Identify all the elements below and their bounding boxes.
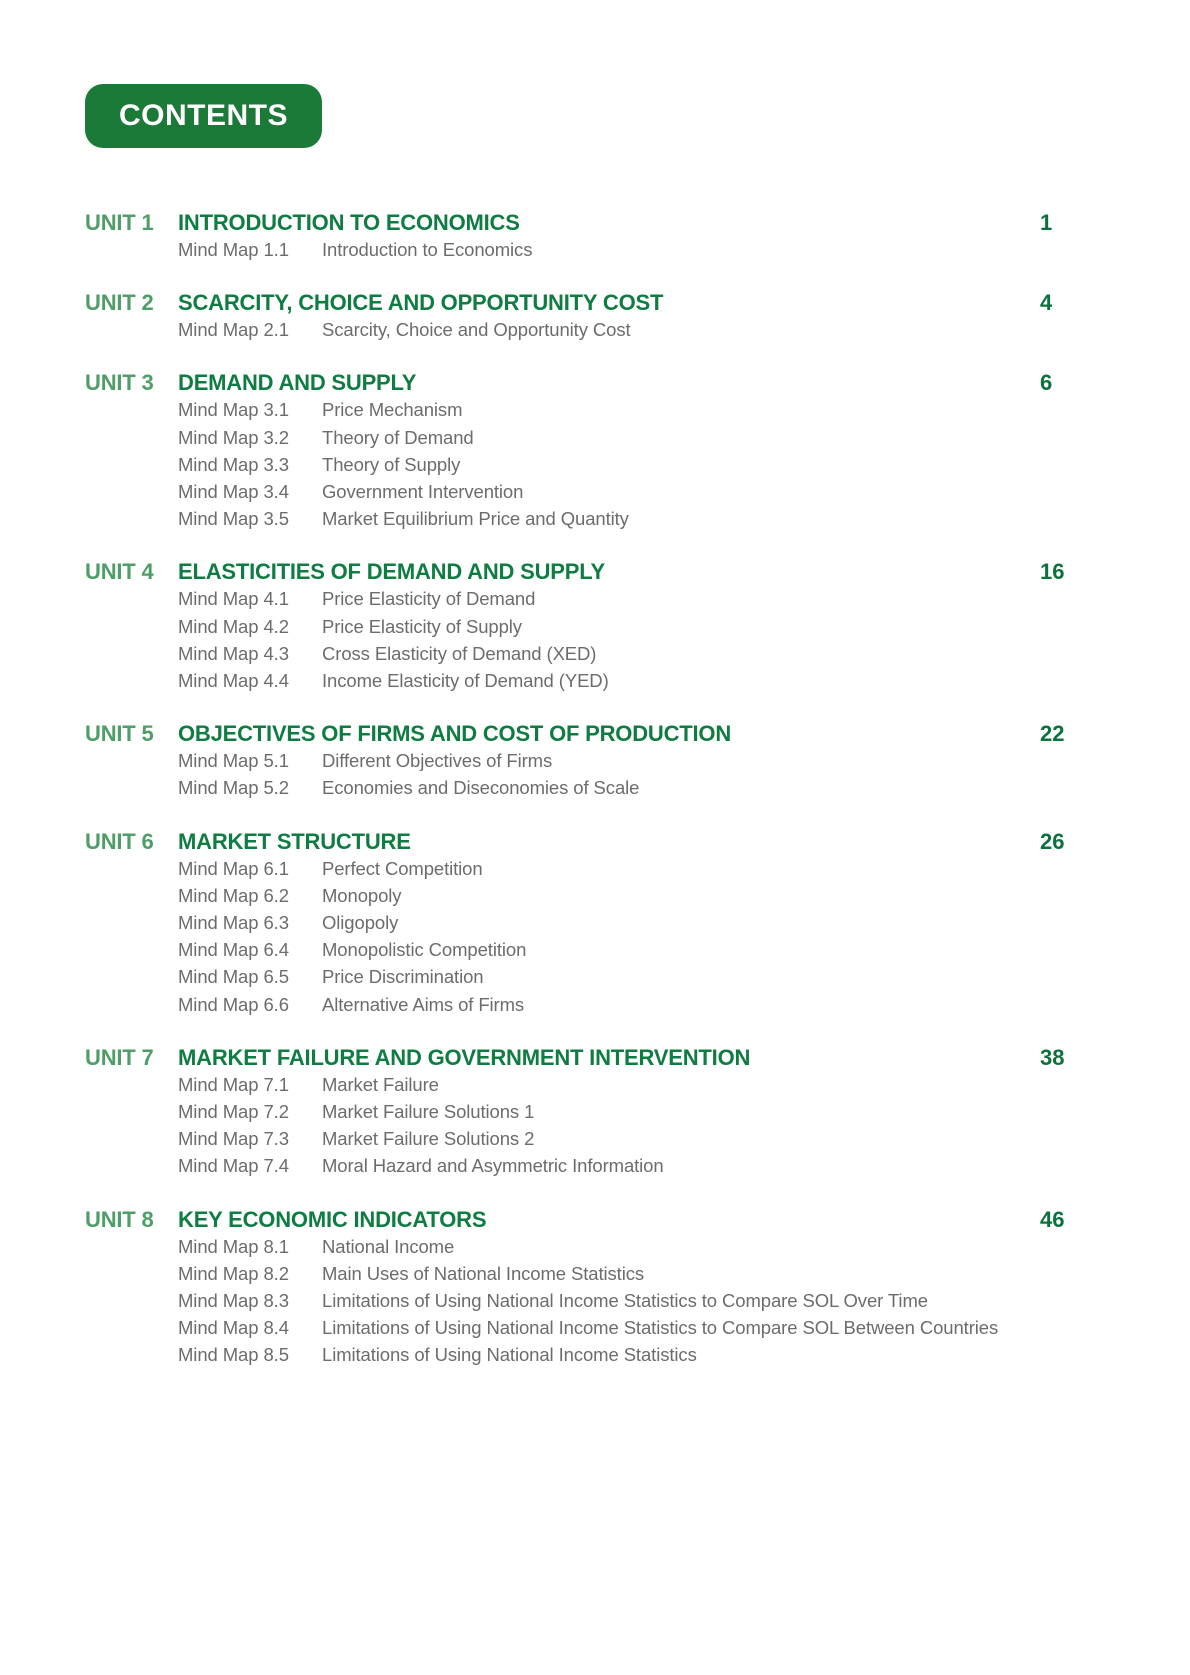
mindmap-number: Mind Map 5.2 <box>178 777 289 799</box>
indent-spacer <box>85 1125 178 1152</box>
mindmap-title: Income Elasticity of Demand (YED) <box>322 670 609 692</box>
mindmap-title: Economies and Diseconomies of Scale <box>322 777 640 799</box>
mindmap-number: Mind Map 6.2 <box>178 884 289 906</box>
mindmap-title: Market Equilibrium Price and Quantity <box>322 508 629 530</box>
mindmap-row <box>85 991 1105 1018</box>
mindmap-title: Price Mechanism <box>322 399 463 421</box>
mindmap-title: Oligopoly <box>322 912 399 934</box>
indent-spacer <box>85 424 178 451</box>
indent-spacer <box>85 1233 178 1260</box>
indent-spacer <box>85 1314 178 1341</box>
mindmap-title: Price Elasticity of Demand <box>322 588 536 610</box>
mindmap-row <box>85 478 1105 505</box>
indent-spacer <box>85 936 178 963</box>
mindmap-number: Mind Map 8.5 <box>178 1344 289 1366</box>
unit-page-number: 38 <box>1040 1044 1065 1070</box>
unit-page-number: 22 <box>1040 721 1065 747</box>
mindmap-number: Mind Map 6.4 <box>178 939 289 961</box>
indent-spacer <box>85 1287 178 1314</box>
unit-label: UNIT 4 <box>85 559 154 585</box>
indent-spacer <box>85 585 178 612</box>
unit-label: UNIT 3 <box>85 370 154 396</box>
mindmap-title: Main Uses of National Income Statistics <box>322 1262 645 1284</box>
indent-spacer <box>85 1098 178 1125</box>
indent-spacer <box>85 316 178 343</box>
unit-items <box>85 316 1105 343</box>
mindmap-number: Mind Map 4.3 <box>178 642 289 664</box>
mindmap-number: Mind Map 7.3 <box>178 1128 289 1150</box>
mindmap-row <box>85 963 1105 990</box>
unit-block <box>85 720 1105 801</box>
indent-spacer <box>85 667 178 694</box>
indent-spacer <box>85 640 178 667</box>
mindmap-number: Mind Map 3.1 <box>178 399 289 421</box>
mindmap-title: Monopolistic Competition <box>322 939 527 961</box>
mindmap-title: Government Intervention <box>322 481 524 503</box>
mindmap-row <box>85 424 1105 451</box>
indent-spacer <box>85 882 178 909</box>
unit-heading-row <box>85 1206 1105 1233</box>
unit-label: UNIT 7 <box>85 1044 154 1070</box>
mindmap-row <box>85 451 1105 478</box>
unit-label: UNIT 5 <box>85 721 154 747</box>
mindmap-row <box>85 1152 1105 1179</box>
unit-title: SCARCITY, CHOICE AND OPPORTUNITY COST <box>178 290 664 316</box>
mindmap-row <box>85 1341 1105 1368</box>
mindmap-title: Monopoly <box>322 884 402 906</box>
toc-list <box>85 209 1105 1369</box>
mindmap-number: Mind Map 3.4 <box>178 481 289 503</box>
unit-block <box>85 1206 1105 1369</box>
unit-block <box>85 209 1105 263</box>
mindmap-title: Moral Hazard and Asymmetric Information <box>322 1155 664 1177</box>
mindmap-row <box>85 1233 1105 1260</box>
unit-heading-row <box>85 720 1105 747</box>
indent-spacer <box>85 991 178 1018</box>
unit-label: UNIT 2 <box>85 290 154 316</box>
mindmap-title: Limitations of Using National Income Statistics to Compare SOL Between Countries <box>322 1317 999 1339</box>
unit-page-number: 16 <box>1040 559 1065 585</box>
unit-heading-row <box>85 828 1105 855</box>
indent-spacer <box>85 1152 178 1179</box>
unit-heading-row <box>85 369 1105 396</box>
mindmap-number: Mind Map 6.5 <box>178 966 289 988</box>
indent-spacer <box>85 478 178 505</box>
unit-items <box>85 747 1105 801</box>
indent-spacer <box>85 451 178 478</box>
indent-spacer <box>85 774 178 801</box>
mindmap-title: Perfect Competition <box>322 857 483 879</box>
mindmap-number: Mind Map 5.1 <box>178 750 289 772</box>
unit-page-number: 1 <box>1040 210 1053 235</box>
indent-spacer <box>85 613 178 640</box>
unit-label: UNIT 8 <box>85 1206 154 1232</box>
unit-page-number: 4 <box>1040 290 1053 316</box>
mindmap-row <box>85 1287 1105 1314</box>
mindmap-row <box>85 585 1105 612</box>
mindmap-row <box>85 640 1105 667</box>
unit-title: MARKET FAILURE AND GOVERNMENT INTERVENTION <box>178 1044 751 1070</box>
unit-page-number: 6 <box>1040 370 1053 396</box>
mindmap-number: Mind Map 3.3 <box>178 453 289 475</box>
mindmap-number: Mind Map 7.2 <box>178 1101 289 1123</box>
mindmap-title: Limitations of Using National Income Statistics <box>322 1344 697 1366</box>
unit-label: UNIT 6 <box>85 828 154 854</box>
mindmap-number: Mind Map 3.5 <box>178 508 289 530</box>
indent-spacer <box>85 855 178 882</box>
mindmap-title: Different Objectives of Firms <box>322 750 553 772</box>
indent-spacer <box>85 236 178 263</box>
unit-items <box>85 236 1105 263</box>
mindmap-title: Market Failure Solutions 1 <box>322 1101 535 1123</box>
mindmap-title: Price Elasticity of Supply <box>322 615 522 637</box>
mindmap-number: Mind Map 8.1 <box>178 1235 289 1257</box>
mindmap-title: Introduction to Economics <box>322 239 533 260</box>
unit-page-number: 46 <box>1040 1206 1065 1232</box>
mindmap-number: Mind Map 8.4 <box>178 1317 289 1339</box>
unit-items <box>85 585 1105 694</box>
mindmap-row <box>85 613 1105 640</box>
mindmap-number: Mind Map 1.1 <box>178 239 289 260</box>
mindmap-number: Mind Map 6.6 <box>178 993 289 1015</box>
mindmap-row <box>85 667 1105 694</box>
indent-spacer <box>85 747 178 774</box>
mindmap-row <box>85 747 1105 774</box>
page-title: CONTENTS <box>119 99 288 132</box>
indent-spacer <box>85 1341 178 1368</box>
unit-title: ELASTICITIES OF DEMAND AND SUPPLY <box>178 559 605 585</box>
indent-spacer <box>85 1071 178 1098</box>
mindmap-row <box>85 1098 1105 1125</box>
mindmap-row <box>85 236 1105 263</box>
unit-title: DEMAND AND SUPPLY <box>178 370 417 396</box>
unit-block <box>85 1044 1105 1180</box>
mindmap-title: Cross Elasticity of Demand (XED) <box>322 642 597 664</box>
mindmap-title: Theory of Demand <box>322 426 474 448</box>
unit-heading-row <box>85 289 1105 316</box>
mindmap-title: Market Failure Solutions 2 <box>322 1128 535 1150</box>
mindmap-title: Scarcity, Choice and Opportunity Cost <box>322 319 631 341</box>
unit-block <box>85 828 1105 1018</box>
mindmap-number: Mind Map 2.1 <box>178 319 289 341</box>
contents-badge <box>85 84 322 148</box>
mindmap-title: Price Discrimination <box>322 966 484 988</box>
unit-title: KEY ECONOMIC INDICATORS <box>178 1206 487 1232</box>
mindmap-number: Mind Map 3.2 <box>178 426 289 448</box>
indent-spacer <box>85 1260 178 1287</box>
mindmap-number: Mind Map 6.3 <box>178 912 289 934</box>
mindmap-row <box>85 1125 1105 1152</box>
mindmap-number: Mind Map 4.1 <box>178 588 289 610</box>
mindmap-row <box>85 936 1105 963</box>
mindmap-row <box>85 1071 1105 1098</box>
unit-title: MARKET STRUCTURE <box>178 828 411 854</box>
unit-page-number: 26 <box>1040 828 1065 854</box>
mindmap-row <box>85 882 1105 909</box>
mindmap-row <box>85 505 1105 532</box>
mindmap-row <box>85 1314 1105 1341</box>
unit-label: UNIT 1 <box>85 210 154 235</box>
mindmap-number: Mind Map 6.1 <box>178 857 289 879</box>
mindmap-row <box>85 396 1105 423</box>
mindmap-number: Mind Map 8.3 <box>178 1290 289 1312</box>
unit-items <box>85 1071 1105 1180</box>
unit-block <box>85 289 1105 343</box>
unit-heading-row <box>85 1044 1105 1071</box>
mindmap-title: Limitations of Using National Income Statistics to Compare SOL Over Time <box>322 1290 928 1312</box>
unit-title: OBJECTIVES OF FIRMS AND COST OF PRODUCTION <box>178 721 732 747</box>
unit-heading-row <box>85 558 1105 585</box>
mindmap-number: Mind Map 4.4 <box>178 670 289 692</box>
mindmap-title: Alternative Aims of Firms <box>322 993 525 1015</box>
unit-title: INTRODUCTION TO ECONOMICS <box>178 210 520 235</box>
unit-items <box>85 396 1105 532</box>
mindmap-number: Mind Map 7.1 <box>178 1073 289 1095</box>
unit-items <box>85 855 1105 1018</box>
indent-spacer <box>85 396 178 423</box>
unit-block <box>85 558 1105 694</box>
mindmap-title: Theory of Supply <box>322 453 461 475</box>
mindmap-row <box>85 1260 1105 1287</box>
mindmap-row <box>85 855 1105 882</box>
mindmap-title: National Income <box>322 1235 455 1257</box>
indent-spacer <box>85 909 178 936</box>
mindmap-number: Mind Map 4.2 <box>178 615 289 637</box>
mindmap-row <box>85 316 1105 343</box>
mindmap-row <box>85 909 1105 936</box>
indent-spacer <box>85 505 178 532</box>
mindmap-number: Mind Map 7.4 <box>178 1155 289 1177</box>
mindmap-row <box>85 774 1105 801</box>
contents-page <box>85 84 1105 1395</box>
mindmap-number: Mind Map 8.2 <box>178 1262 289 1284</box>
mindmap-title: Market Failure <box>322 1073 439 1095</box>
unit-items <box>85 1233 1105 1369</box>
unit-block <box>85 369 1105 532</box>
indent-spacer <box>85 963 178 990</box>
unit-heading-row <box>85 209 1105 236</box>
